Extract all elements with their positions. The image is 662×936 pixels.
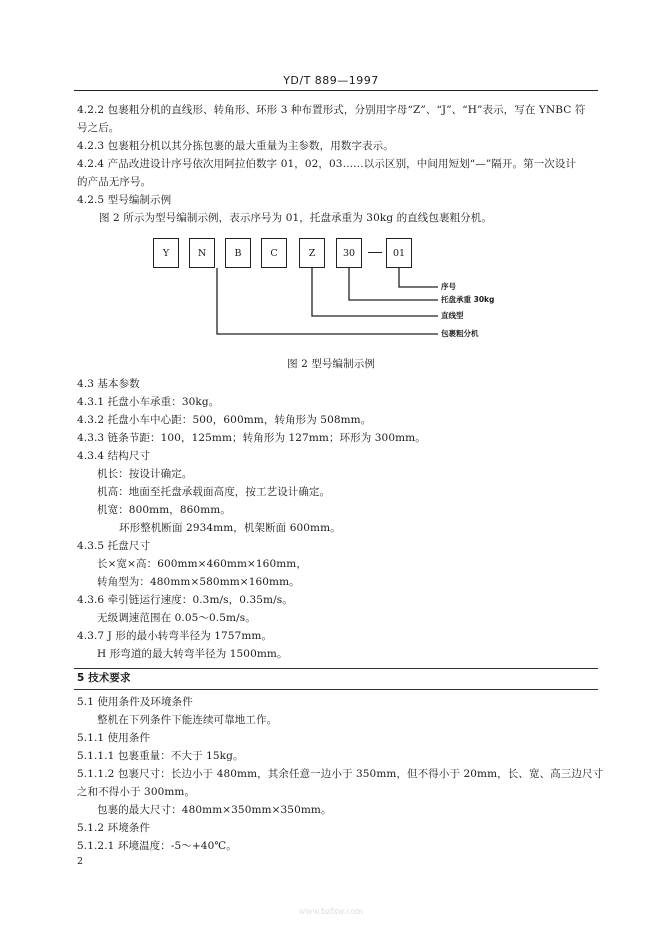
clause-4-3-1: 4.3.1 托盘小车承重：30kg。 [77, 396, 220, 408]
clause-4-2-4-cont: 的产品无序号。 [77, 176, 152, 188]
code-box-b: B [225, 238, 251, 268]
clause-4-2-2: 4.2.2 包裹粗分机的直线形、转角形、环形 3 种布置形式，分别用字母“Z”、“J”、“H”表示，写在 YNBC 符 [77, 104, 586, 116]
standard-header: YD/T 889—1997 [283, 74, 379, 87]
code-box-y: Y [153, 238, 179, 268]
ring-section: 环形整机断面 2934mm，机架断面 600mm。 [119, 522, 341, 534]
clause-5-1-1-2: 5.1.1.2 包裹尺寸：长边小于 480mm，其余任意一边小于 350mm，但不得小于 20mm，长、宽、高三边尺寸 [77, 768, 604, 780]
clause-4-3-6: 4.3.6 牵引链运行速度：0.3m/s，0.35m/s。 [77, 594, 293, 606]
clause-5-1-1-1: 5.1.1.1 包裹重量：不大于 15kg。 [77, 750, 244, 762]
clause-5-1-text: 整机在下列条件下能连续可靠地工作。 [97, 714, 278, 726]
label-load: 托盘承重 30kg [441, 295, 495, 304]
clause-4-3-2: 4.3.2 托盘小车中心距：500，600mm，转角形为 508mm。 [77, 414, 372, 426]
watermark: www.bzfxw.com [298, 907, 364, 916]
h-radius: H 形弯道的最大转弯半径为 1500mm。 [97, 648, 288, 660]
clause-5-1-2: 5.1.2 环境条件 [77, 822, 151, 834]
tray-size-corner: 转角型为：480mm×580mm×160mm。 [97, 576, 300, 588]
leader-serial [399, 268, 438, 287]
clause-4-3-5: 4.3.5 托盘尺寸 [77, 540, 151, 552]
code-box-01: 01 [386, 238, 412, 268]
machine-width: 机宽：800mm，860mm。 [97, 504, 231, 516]
max-parcel-size: 包裹的最大尺寸：480mm×350mm×350mm。 [97, 804, 332, 816]
clause-4-2-4: 4.2.4 产品改进设计序号依次用阿拉伯数字 01，02，03……以示区别，中间用短划“—”隔开。第一次设计 [77, 158, 577, 170]
section-5-title: 5 技术要求 [77, 672, 131, 684]
clause-5-1: 5.1 使用条件及环境条件 [77, 696, 193, 708]
leader-straight [312, 268, 438, 316]
leader-product [217, 268, 438, 334]
clause-5-1-1-2-cont: 之和不得小于 300mm。 [77, 786, 196, 798]
clause-4-3: 4.3 基本参数 [77, 378, 140, 390]
machine-height: 机高：地面至托盘承载面高度，按工艺设计确定。 [97, 486, 331, 498]
section-rule-top [74, 668, 598, 669]
section-rule-bottom [74, 689, 598, 690]
clause-4-3-7: 4.3.7 J 形的最小转弯半径为 1757mm。 [77, 630, 273, 642]
label-serial: 序号 [441, 282, 456, 291]
clause-5-1-1: 5.1.1 使用条件 [77, 732, 151, 744]
figure-caption: 图 2 型号编制示例 [287, 358, 375, 370]
leader-load [349, 268, 438, 300]
clause-5-1-2-1: 5.1.2.1 环境温度：-5～+40℃。 [77, 840, 237, 852]
clause-4-2-2-cont: 号之后。 [77, 122, 120, 134]
code-box-c: C [261, 238, 287, 268]
figure-intro: 图 2 所示为型号编制示例，表示序号为 01，托盘承重为 30kg 的直线包裹粗分机。 [99, 212, 492, 224]
clause-4-2-3: 4.2.3 包裹粗分机以其分拣包裹的最大重量为主参数，用数字表示。 [77, 140, 394, 152]
code-box-30: 30 [336, 238, 362, 268]
label-product: 包裹粗分机 [441, 329, 479, 338]
tray-size: 长×宽×高：600mm×460mm×160mm， [97, 558, 307, 570]
page-number: 2 [77, 856, 84, 867]
code-box-n: N [189, 238, 215, 268]
label-straight: 直线型 [441, 311, 464, 320]
code-box-z: Z [299, 238, 325, 268]
machine-length: 机长：按设计确定。 [97, 468, 193, 480]
clause-4-3-3: 4.3.3 链条节距：100，125mm；转角形为 127mm；环形为 300mm。 [77, 432, 426, 444]
clause-4-3-4: 4.3.4 结构尺寸 [77, 450, 151, 462]
leader-lines [0, 0, 662, 360]
speed-range: 无级调速范围在 0.05～0.5m/s。 [97, 612, 256, 624]
clause-4-2-5: 4.2.5 型号编制示例 [77, 194, 172, 206]
